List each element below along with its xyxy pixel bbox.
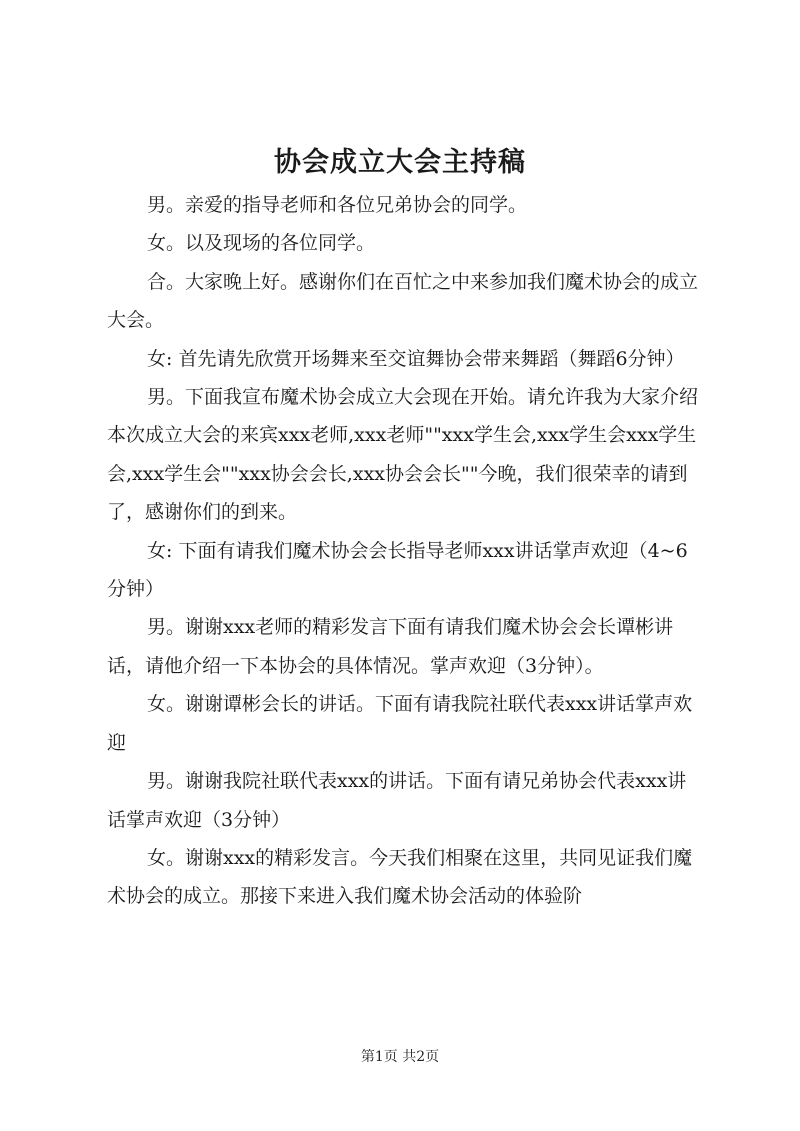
page-number-footer: 第1页 共2页 [360,1049,440,1065]
paragraph: 男。亲爱的指导老师和各位兄弟协会的同学。 [147,194,528,216]
paragraph: 男。谢谢xxx老师的精彩发言下面有请我们魔术协会会长谭彬讲话，请他介绍一下本协会的具体情况。掌声欢迎（3分钟）。 [107,616,674,677]
paragraph: 男。谢谢我院社联代表xxx的讲话。下面有请兄弟协会代表xxx讲话掌声欢迎（3分钟） [107,770,687,831]
paragraph: 男。下面我宣布魔术协会成立大会现在开始。请允许我为大家介绍本次成立大会的来宾xxx老师,xxx老师""xxx学生会,xxx学生会xxx学生会,xxx学生会""xxx协会会长,xxx协会会长""今晚，我们很荣幸的请到了，感谢你们的到来。 [107,386,699,524]
paragraph: 女。谢谢谭彬会长的讲话。下面有请我院社联代表xxx讲话掌声欢迎 [107,693,693,754]
paragraph: 女。以及现场的各位同学。 [147,232,376,255]
document-body [107,186,703,916]
page-title: 协会成立大会主持稿 [274,147,526,178]
paragraph: 女: 首先请先欣赏开场舞来至交谊舞协会带来舞蹈（舞蹈6分钟） [147,347,685,370]
paragraph: 合。大家晚上好。感谢你们在百忙之中来参加我们魔术协会的成立大会。 [107,270,699,332]
paragraph: 女。谢谢xxx的精彩发言。今天我们相聚在这里，共同见证我们魔术协会的成立。那接下来进入我们魔术协会活动的体验阶 [107,846,693,908]
paragraph: 女: 下面有请我们魔术协会会长指导老师xxx讲话掌声欢迎（4~6分钟） [107,539,688,601]
